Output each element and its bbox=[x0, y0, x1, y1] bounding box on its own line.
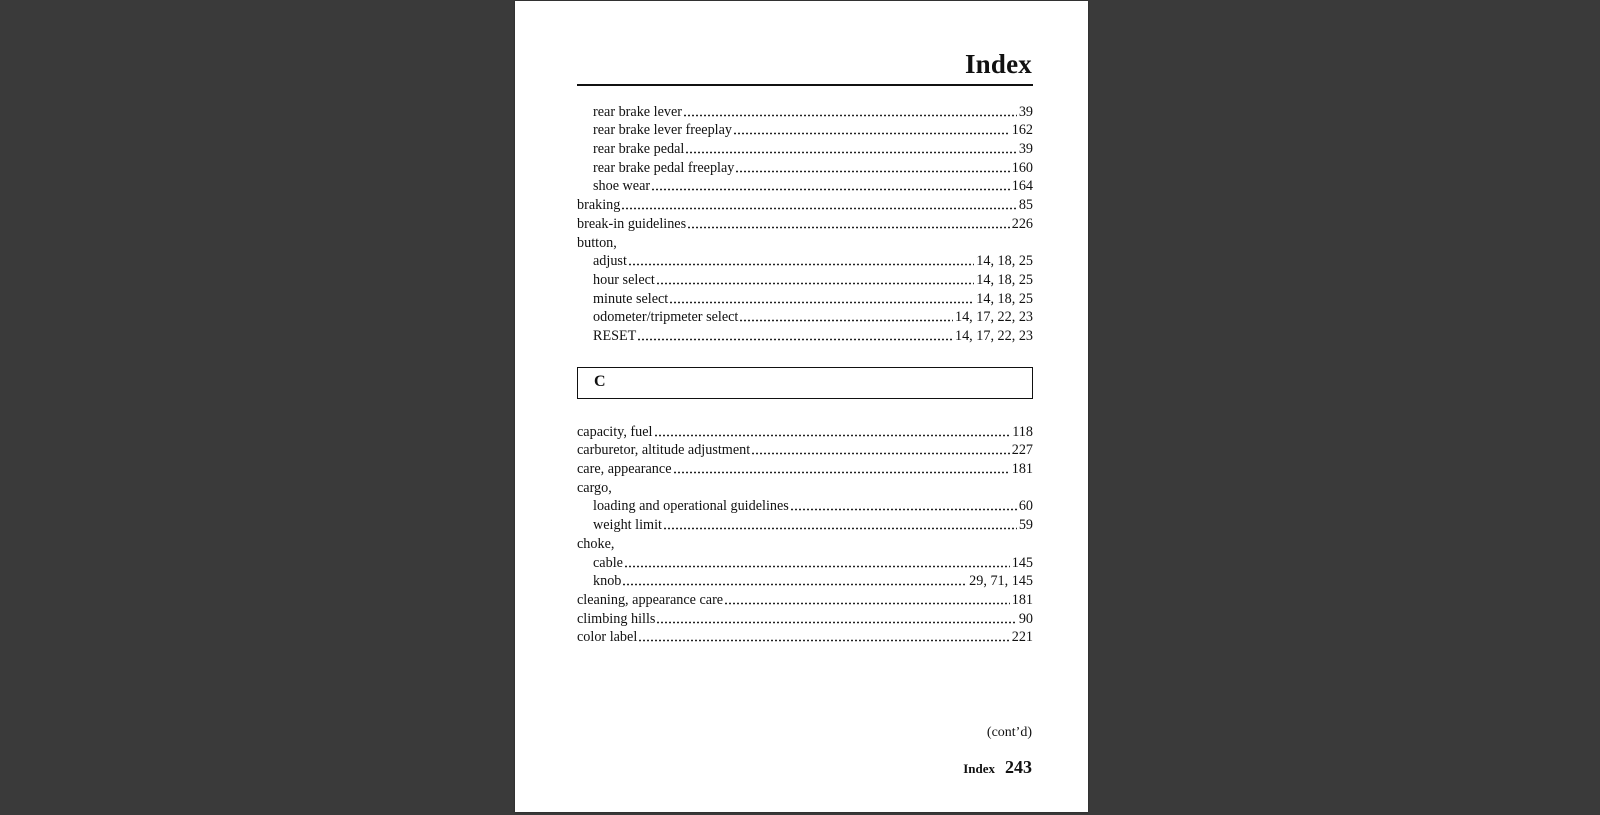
entry-term: break-in guidelines bbox=[577, 215, 687, 232]
entry-pages: 181 bbox=[1011, 591, 1033, 608]
entry-pages: 39 bbox=[1018, 141, 1033, 158]
index-entry bbox=[577, 459, 1033, 478]
index-entry bbox=[577, 534, 1033, 553]
section-header-box bbox=[577, 367, 1033, 399]
entry-term: knob bbox=[593, 573, 622, 590]
document-page bbox=[515, 1, 1088, 812]
entry-pages: 14, 18, 25 bbox=[976, 271, 1033, 288]
entry-term: rear brake pedal bbox=[593, 141, 685, 158]
dot-leader bbox=[687, 226, 1010, 229]
index-entry bbox=[577, 590, 1033, 609]
dot-leader bbox=[637, 338, 953, 341]
page-number: 243 bbox=[1005, 757, 1032, 777]
index-entry bbox=[577, 441, 1033, 460]
entry-pages: 226 bbox=[1011, 215, 1033, 232]
dot-leader bbox=[622, 583, 967, 586]
entry-term: shoe wear bbox=[593, 178, 651, 195]
entry-term: capacity, fuel bbox=[577, 423, 653, 440]
index-entry bbox=[577, 233, 1033, 252]
index-subentry bbox=[577, 177, 1033, 196]
dot-leader bbox=[735, 170, 1009, 173]
index-entry bbox=[577, 478, 1033, 497]
entry-pages: 118 bbox=[1012, 423, 1033, 440]
entry-term: rear brake pedal freeplay bbox=[593, 159, 735, 176]
entry-pages: 60 bbox=[1018, 498, 1033, 515]
index-entry bbox=[577, 609, 1033, 628]
dot-leader bbox=[673, 471, 1010, 474]
entry-term: carburetor, altitude adjustment bbox=[577, 442, 751, 459]
index-list-b bbox=[577, 102, 1033, 345]
dot-leader bbox=[751, 452, 1010, 455]
title-rule bbox=[577, 84, 1033, 86]
dot-leader bbox=[790, 508, 1017, 511]
page-title: Index bbox=[964, 49, 1032, 79]
entry-pages: 227 bbox=[1011, 442, 1033, 459]
entry-pages: 14, 18, 25 bbox=[976, 290, 1033, 307]
entry-pages: 90 bbox=[1018, 610, 1033, 627]
index-subentry bbox=[577, 121, 1033, 140]
index-entry bbox=[577, 195, 1033, 214]
entry-term: braking bbox=[577, 197, 621, 214]
entry-pages: 181 bbox=[1011, 461, 1033, 478]
footer-label: Index bbox=[963, 761, 995, 776]
dot-leader bbox=[669, 301, 974, 304]
entry-pages: 29, 71, 145 bbox=[969, 573, 1033, 590]
entry-term: color label bbox=[577, 629, 638, 646]
dot-leader bbox=[624, 565, 1010, 568]
entry-term: RESET bbox=[593, 327, 637, 344]
entry-pages: 162 bbox=[1011, 122, 1033, 139]
dot-leader bbox=[638, 639, 1009, 642]
entry-term: cleaning, appearance care bbox=[577, 591, 724, 608]
index-subentry bbox=[577, 289, 1033, 308]
index-subentry bbox=[577, 158, 1033, 177]
index-subentry bbox=[577, 139, 1033, 158]
dot-leader bbox=[654, 434, 1011, 437]
dot-leader bbox=[733, 132, 1010, 135]
entry-term: cargo, bbox=[577, 479, 612, 496]
index-subentry bbox=[577, 102, 1033, 121]
entry-term: adjust bbox=[593, 253, 627, 270]
section-letter: C bbox=[594, 373, 606, 390]
index-subentry bbox=[577, 497, 1033, 516]
continued-label: (cont’d) bbox=[986, 725, 1032, 740]
entry-term: rear brake lever bbox=[593, 103, 682, 120]
dot-leader bbox=[683, 114, 1017, 117]
entry-term: climbing hills bbox=[577, 610, 656, 627]
index-entry bbox=[577, 214, 1033, 233]
index-list-c bbox=[577, 422, 1033, 646]
dot-leader bbox=[651, 188, 1010, 191]
entry-term: choke, bbox=[577, 535, 615, 552]
page-footer bbox=[963, 757, 1032, 778]
entry-term: minute select bbox=[593, 290, 669, 307]
entry-term: loading and operational guidelines bbox=[593, 498, 789, 515]
entry-pages: 85 bbox=[1018, 197, 1033, 214]
index-subentry bbox=[577, 326, 1033, 345]
entry-term: rear brake lever freeplay bbox=[593, 122, 733, 139]
entry-term: weight limit bbox=[593, 517, 662, 534]
entry-pages: 59 bbox=[1018, 517, 1033, 534]
index-subentry bbox=[577, 553, 1033, 572]
index-subentry bbox=[577, 515, 1033, 534]
dot-leader bbox=[656, 282, 974, 285]
index-subentry bbox=[577, 252, 1033, 271]
dot-leader bbox=[656, 621, 1016, 624]
index-subentry bbox=[577, 308, 1033, 327]
index-subentry bbox=[577, 572, 1033, 591]
entry-term: odometer/tripmeter select bbox=[593, 309, 739, 326]
index-entry bbox=[577, 422, 1033, 441]
dot-leader bbox=[663, 527, 1017, 530]
entry-term: button, bbox=[577, 234, 617, 251]
dot-leader bbox=[628, 263, 974, 266]
index-entry bbox=[577, 628, 1033, 647]
entry-pages: 221 bbox=[1011, 629, 1033, 646]
entry-pages: 164 bbox=[1011, 178, 1033, 195]
entry-term: hour select bbox=[593, 271, 655, 288]
dot-leader bbox=[685, 151, 1016, 154]
dot-leader bbox=[724, 602, 1010, 605]
entry-pages: 14, 17, 22, 23 bbox=[954, 327, 1033, 344]
entry-pages: 14, 18, 25 bbox=[976, 253, 1033, 270]
entry-term: care, appearance bbox=[577, 461, 672, 478]
entry-pages: 39 bbox=[1018, 103, 1033, 120]
entry-pages: 145 bbox=[1011, 554, 1033, 571]
index-subentry bbox=[577, 270, 1033, 289]
dot-leader bbox=[739, 319, 953, 322]
entry-pages: 14, 17, 22, 23 bbox=[954, 309, 1033, 326]
dot-leader bbox=[621, 207, 1016, 210]
entry-term: cable bbox=[593, 554, 623, 571]
entry-pages: 160 bbox=[1011, 159, 1033, 176]
